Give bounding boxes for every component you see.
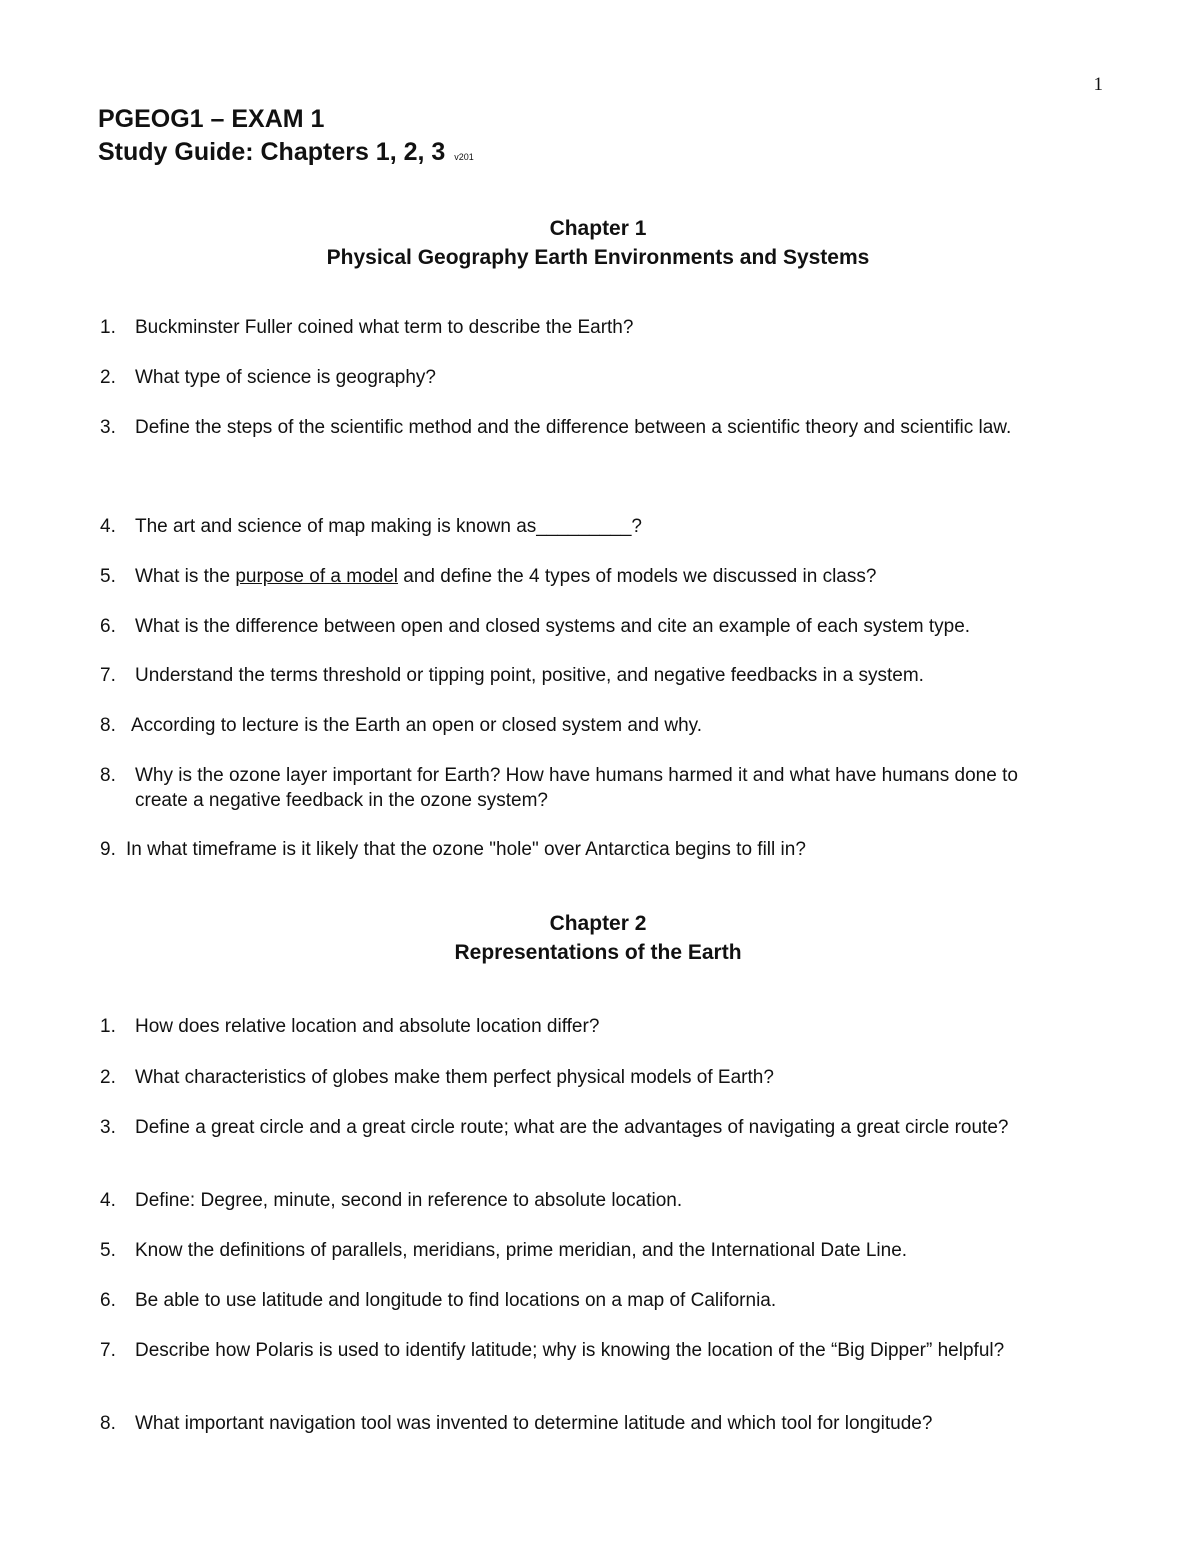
ch1-question-8a <box>100 713 1100 738</box>
question-text: Define a great circle and a great circle route; what are the advantages of navigating a great circle route? <box>135 1117 1009 1138</box>
ch2-question-3 <box>100 1115 1100 1140</box>
question-number: 3. <box>100 417 116 438</box>
question-text: According to lecture is the Earth an open or closed system and why. <box>131 715 703 736</box>
question-number: 2. <box>100 367 116 388</box>
chapter-1-title: Physical Geography Earth Environments and Systems <box>326 246 870 269</box>
ch2-question-8 <box>100 1411 1100 1436</box>
ch2-question-2 <box>100 1065 1100 1090</box>
study-guide-title-text: Study Guide: Chapters 1, 2, 3 <box>98 138 446 166</box>
question-number: 1. <box>100 1016 116 1037</box>
ch1-question-6 <box>100 614 1100 639</box>
ch2-question-4 <box>100 1188 1100 1213</box>
underlined-phrase: purpose of a model <box>235 566 398 587</box>
question-text <box>135 564 1100 589</box>
ch1-question-9 <box>100 837 1100 862</box>
question-text: The art and science of map making is known as_________? <box>135 516 642 537</box>
study-guide-title <box>98 136 474 174</box>
question-text: Define the steps of the scientific method and the difference between a scientific theory and scientific law. <box>135 417 1012 438</box>
question-number: 9. <box>100 839 116 860</box>
question-text: Define: Degree, minute, second in reference to absolute location. <box>135 1190 683 1211</box>
question-number: 4. <box>100 1190 116 1211</box>
question-number: 4. <box>100 516 116 537</box>
question-number: 1. <box>100 317 116 338</box>
question-text-part: and define the 4 types of models we discussed in class? <box>398 566 877 587</box>
question-number: 6. <box>100 616 116 637</box>
ch2-question-7 <box>100 1338 1100 1363</box>
ch1-question-5 <box>100 564 1100 589</box>
question-text: What important navigation tool was invented to determine latitude and which tool for longitude? <box>135 1413 933 1434</box>
question-number: 8. <box>100 765 116 786</box>
question-text: What characteristics of globes make them perfect physical models of Earth? <box>135 1067 774 1088</box>
question-number: 6. <box>100 1290 116 1311</box>
document-title <box>98 103 474 174</box>
question-number: 8. <box>100 1413 116 1434</box>
question-text-part: What is the <box>135 566 236 587</box>
chapter-2-number: Chapter 2 <box>549 912 647 935</box>
question-text: Know the definitions of parallels, meridians, prime meridian, and the International Date Line. <box>135 1240 908 1261</box>
question-text: In what timeframe is it likely that the ozone "hole" over Antarctica begins to fill in? <box>126 839 806 860</box>
exam-title: PGEOG1 – EXAM 1 <box>98 105 325 133</box>
question-number: 5. <box>100 1240 116 1261</box>
question-text: Why is the ozone layer important for Earth? How have humans harmed it and what have humans done to create a negative feedback in the ozone system? <box>135 765 1018 811</box>
question-number: 3. <box>100 1117 116 1138</box>
question-number: 2. <box>100 1067 116 1088</box>
question-number: 5. <box>100 566 116 587</box>
ch2-question-5 <box>100 1238 1100 1263</box>
question-number: 7. <box>100 665 116 686</box>
ch1-question-7 <box>100 663 1100 688</box>
ch1-question-3 <box>100 403 1100 453</box>
question-text: Buckminster Fuller coined what term to describe the Earth? <box>135 317 634 338</box>
chapter-1-heading <box>98 214 1098 272</box>
question-text: What is the difference between open and closed systems and cite an example of each system type. <box>135 616 971 637</box>
question-text: Describe how Polaris is used to identify latitude; why is knowing the location of the “Big Dipper” helpful? <box>135 1340 1005 1361</box>
ch1-question-1 <box>100 315 1100 340</box>
page-number: 1 <box>1093 74 1103 95</box>
chapter-2-heading <box>98 909 1098 967</box>
question-number: 7. <box>100 1340 116 1361</box>
ch1-question-4 <box>100 514 1100 539</box>
question-text: Be able to use latitude and longitude to find locations on a map of California. <box>135 1290 777 1311</box>
ch1-question-2 <box>100 365 1100 390</box>
version-label: v201 <box>454 152 474 162</box>
chapter-1-number: Chapter 1 <box>549 217 647 240</box>
question-text: Understand the terms threshold or tipping point, positive, and negative feedbacks in a system. <box>135 665 924 686</box>
ch1-question-8b <box>100 763 1100 813</box>
ch2-question-6 <box>100 1288 1100 1313</box>
ch2-question-1 <box>100 1014 1100 1039</box>
question-text: How does relative location and absolute location differ? <box>135 1016 600 1037</box>
question-number: 8. <box>100 715 116 736</box>
question-text: What type of science is geography? <box>135 367 437 388</box>
chapter-2-title: Representations of the Earth <box>454 941 742 964</box>
